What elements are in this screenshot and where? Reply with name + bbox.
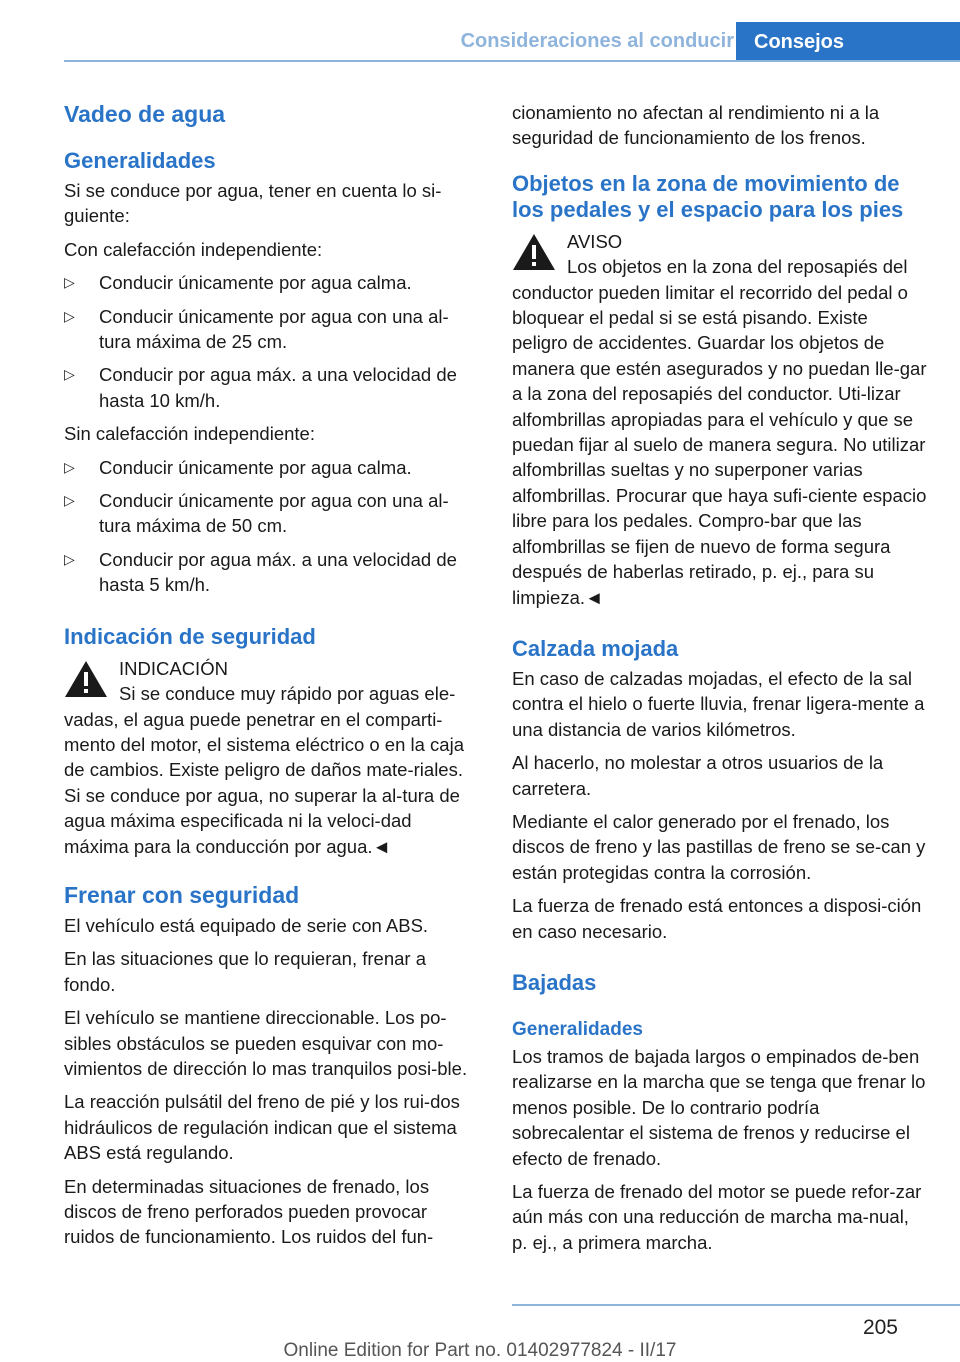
- edition-note: Online Edition for Part no. 01402977824 - II/17: [283, 1340, 677, 1361]
- without-heater-label: Sin calefacción independiente:: [64, 423, 315, 445]
- pedals-heading: Objetos en la zona de movimiento de los pedales y el espacio para los pies: [512, 170, 904, 222]
- list-item: ▷ Conducir únicamente por agua con una al-tura máxima de 50 cm.: [64, 490, 449, 537]
- triangle-right-icon: ▷: [64, 307, 75, 324]
- pedals-warning: [512, 229, 927, 610]
- chapter-tab: Consejos: [736, 22, 960, 62]
- with-heater-label: Con calefacción independiente:: [64, 238, 323, 260]
- water-wading-title: Vadeo de agua: [64, 101, 226, 127]
- page-number: 205: [862, 1316, 898, 1339]
- continuation-paragraph: cionamiento no afectan al rendimiento ni a la seguridad de funcionamiento de los frenos.: [512, 102, 880, 149]
- warning-triangle-icon: [64, 660, 108, 698]
- page-header: [64, 22, 960, 62]
- warning-triangle-icon: [512, 233, 556, 271]
- triangle-right-icon: ▷: [64, 458, 75, 475]
- brake-paragraph: El vehículo se mantiene direccionable. Los po-sibles obstáculos se pueden esquivar con mo-vimientos de dirección lo mas tranquilos posi-ble.: [64, 1007, 468, 1079]
- right-column: [512, 100, 927, 1263]
- triangle-right-icon: ▷: [64, 274, 75, 291]
- header-rule: [64, 60, 960, 62]
- general-intro: Si se conduce por agua, tener en cuenta lo si-guiente:: [64, 180, 442, 227]
- wet-paragraph: En caso de calzadas mojadas, el efecto de la sal contra el hielo o fuerte lluvia, frenar ligera-mente a una distancia de varios kilómetros.: [512, 667, 925, 740]
- list-item: ▷ Conducir por agua máx. a una velocidad de hasta 5 km/h.: [64, 548, 457, 596]
- brake-paragraph: En las situaciones que lo requieran, frenar a fondo.: [64, 948, 426, 995]
- left-column: [64, 100, 479, 1258]
- list-item: ▷ Conducir únicamente por agua con una al-tura máxima de 25 cm.: [64, 305, 449, 353]
- wet-paragraph: Mediante el calor generado por el frenado, los discos de freno y las pastillas de freno se se-can y están protegidas contra la corrosión.: [512, 810, 926, 883]
- wet-paragraph: La fuerza de frenado está entonces a disposi-ción en caso necesario.: [512, 895, 922, 942]
- list-item: ▷ Conducir únicamente por agua calma.: [64, 270, 479, 295]
- triangle-right-icon: ▷: [64, 550, 75, 567]
- warning-text: Si se conduce muy rápido por aguas ele-vadas, el agua puede penetrar en el comparti-mento del motor, el sistema eléctrico o en la caja de cambios. Existe peligro de daños mate-riales. Si se conduce por agua, no superar la al-tura de agua máxima especificada ni la veloci-dad máxima para la conducción por agua.◄: [64, 683, 464, 857]
- warning-text: Los objetos en la zona del reposapiés del conductor pueden limitar el recorrido del pedal o bloquear el pedal si se está pisando. Existe peligro de accidentes. Guardar los objetos de manera que estén asegurados y no puedan lle-gar a la zona del reposapiés del conductor. Uti-lizar alfombrillas apropiadas para el vehículo y que se puedan fijar al suelo de manera segura. No utilizar alfombrillas sueltas y no superponer varias alfombrillas. Procurar que haya sufi-ciente espacio libre para los pedales. Compro-bar que las alfombrillas se fijen de nuevo de forma segura después de haberlas retirado, p. ej., para su limpieza.◄: [512, 256, 927, 608]
- triangle-right-icon: ▷: [64, 492, 75, 509]
- list-item: ▷ Conducir por agua máx. a una velocidad de hasta 10 km/h.: [64, 364, 457, 411]
- section-tab: Consideraciones al conducir: [460, 30, 734, 52]
- brake-paragraph: En determinadas situaciones de frenado, los discos de freno perforados pueden provocar ruidos de funcionamiento. Los ruidos del fun-: [64, 1175, 434, 1248]
- triangle-right-icon: ▷: [64, 366, 75, 383]
- descents-heading: Bajadas: [512, 969, 597, 995]
- warning-title: AVISO: [567, 230, 623, 252]
- brake-title: Frenar con seguridad: [64, 881, 300, 908]
- safety-warning: [64, 656, 479, 859]
- safety-heading: Indicación de seguridad: [64, 623, 316, 649]
- brake-paragraph: La reacción pulsátil del freno de pié y los rui-dos hidráulicos de regulación indican que el sistema ABS está regulando.: [64, 1091, 460, 1164]
- brake-paragraph: El vehículo está equipado de serie con ABS.: [64, 914, 429, 936]
- general-heading: Generalidades: [64, 148, 216, 173]
- footer-rule: [512, 1304, 960, 1306]
- warning-title: INDICACIÓN: [119, 657, 228, 679]
- without-heater-list: [64, 455, 479, 598]
- list-item: ▷ Conducir únicamente por agua calma.: [64, 455, 479, 480]
- descents-paragraph: La fuerza de frenado del motor se puede refor-zar aún más con una reducción de marcha ma-nual, p. ej., a primera marcha.: [512, 1181, 922, 1253]
- descents-subheading: Generalidades: [512, 1018, 643, 1040]
- with-heater-list: [64, 270, 479, 413]
- wet-road-heading: Calzada mojada: [512, 635, 679, 661]
- wet-paragraph: Al hacerlo, no molestar a otros usuarios de la carretera.: [512, 752, 884, 799]
- descents-paragraph: Los tramos de bajada largos o empinados de-ben realizarse en la marcha que se tenga que frenar lo menos posible. De lo contrario podría sobrecalentar el sistema de frenos y reducirse el efecto de frenado.: [512, 1045, 926, 1169]
